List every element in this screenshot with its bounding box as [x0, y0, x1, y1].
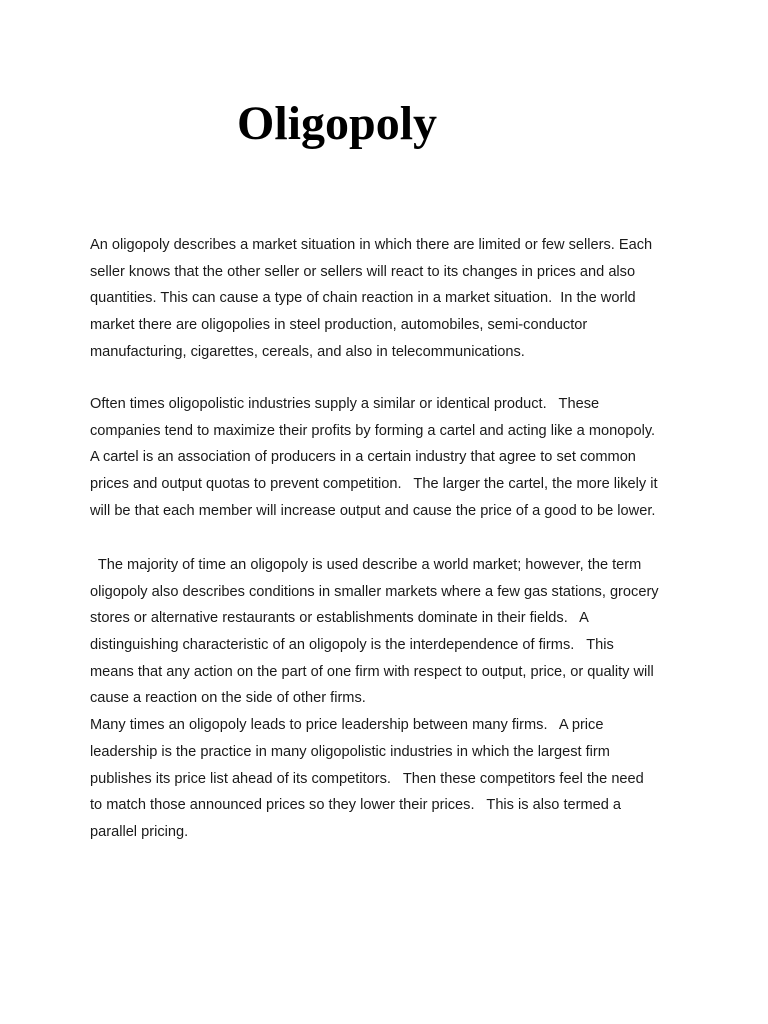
text-line: means that any action on the part of one firm with respect to output, price, or quality will	[90, 663, 654, 680]
text-line: stores or alternative restaurants or establishments dominate in their fields. A	[90, 610, 589, 627]
paragraph-price-leadership	[90, 552, 690, 846]
paragraph-definition	[90, 232, 690, 365]
text-line: companies tend to maximize their profits by forming a cartel and acting like a monopoly.	[90, 422, 656, 439]
text-line: cause a reaction on the side of other firms.	[90, 690, 366, 707]
paragraph-cartel	[90, 391, 690, 524]
text-line: leadership is the practice in many oligopolistic industries in which the largest firm	[90, 743, 610, 760]
text-line: seller knows that the other seller or sellers will react to its changes in prices and also	[90, 263, 636, 280]
text-line: Often times oligopolistic industries supply a similar or identical product. These	[90, 396, 600, 412]
text-line: to match those announced prices so they lower their prices. This is also termed a	[90, 797, 622, 814]
text-line: parallel pricing.	[90, 823, 189, 840]
document-title: Oligopoly	[237, 97, 438, 150]
text-line: A cartel is an association of producers in a certain industry that agree to set common	[90, 449, 636, 466]
text-line: prices and output quotas to prevent competition. The larger the cartel, the more likely it	[90, 476, 658, 493]
text-line: will be that each member will increase output and cause the price of a good to be lower.	[90, 502, 656, 519]
text-line: market there are oligopolies in steel production, automobiles, semi-conductor	[90, 317, 588, 334]
text-line: distinguishing characteristic of an oligopoly is the interdependence of firms. This	[90, 637, 614, 654]
text-line: publishes its price list ahead of its competitors. Then these competitors feel the need	[90, 770, 644, 787]
text-line: oligopoly also describes conditions in smaller markets where a few gas stations, grocery	[90, 583, 659, 600]
text-line: manufacturing, cigarettes, cereals, and also in telecommunications.	[90, 343, 525, 360]
text-line: The majority of time an oligopoly is used describe a world market; however, the term	[90, 557, 642, 573]
text-line: An oligopoly describes a market situation in which there are limited or few sellers. Each	[90, 237, 653, 253]
text-line: Many times an oligopoly leads to price leadership between many firms. A price	[90, 717, 604, 734]
text-line: quantities. This can cause a type of chain reaction in a market situation. In the world	[90, 290, 636, 307]
